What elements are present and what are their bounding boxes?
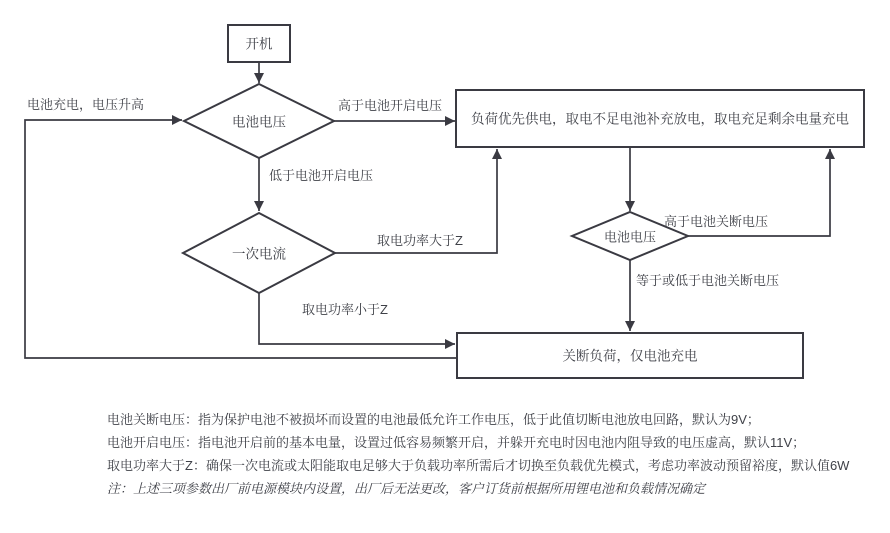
battery-voltage-top-label: 电池电压 [232,114,286,130]
note-power-greater-than-z: 取电功率大于Z：确保一次电流或太阳能取电足够大于负载功率所需后才切换至负载优先模式，考虑功率波动预留裕度，默认值6W [107,458,850,473]
edge-label-power-greater-than-z: 取电功率大于Z [377,233,463,248]
edge-label-below-turn-on-voltage: 低于电池开启电压 [269,168,374,183]
note-battery-turn-on-voltage: 电池开启电压：指电池开启前的基本电量，设置过低容易频繁开启，并躲开充电时因电池内阻导致的电压虚高，默认11V； [107,435,806,450]
edge-label-above-turn-on-voltage: 高于电池开启电压 [338,98,443,113]
load-priority-label: 负荷优先供电，取电不足电池补充放电，取电充足剩余电量充电 [471,111,849,127]
start-node-label: 开机 [245,36,273,52]
battery-voltage-right-label: 电池电压 [603,229,657,245]
shutoff-load-label: 关断负荷，仅电池充电 [562,348,698,364]
edge-label-battery-charging-voltage-rise: 电池充电，电压升高 [27,97,145,112]
note-factory-settings: 注：上述三项参数出厂前电源模块内设置，出厂后无法更改，客户订货前根据所用锂电池和负载情况确定 [107,481,706,496]
primary-current-label: 一次电流 [232,246,286,262]
edge-label-power-less-than-z: 取电功率小于Z [302,302,388,317]
edge-label-equal-or-below-cutoff-voltage: 等于或低于电池关断电压 [636,273,780,288]
edge-power-less-than-z [259,293,455,344]
note-battery-cutoff-voltage: 电池关断电压：指为保护电池不被损坏而设置的电池最低允许工作电压，低于此值切断电池放电回路，默认为9V； [107,412,760,427]
edge-label-above-cutoff-voltage: 高于电池关断电压 [664,214,769,229]
